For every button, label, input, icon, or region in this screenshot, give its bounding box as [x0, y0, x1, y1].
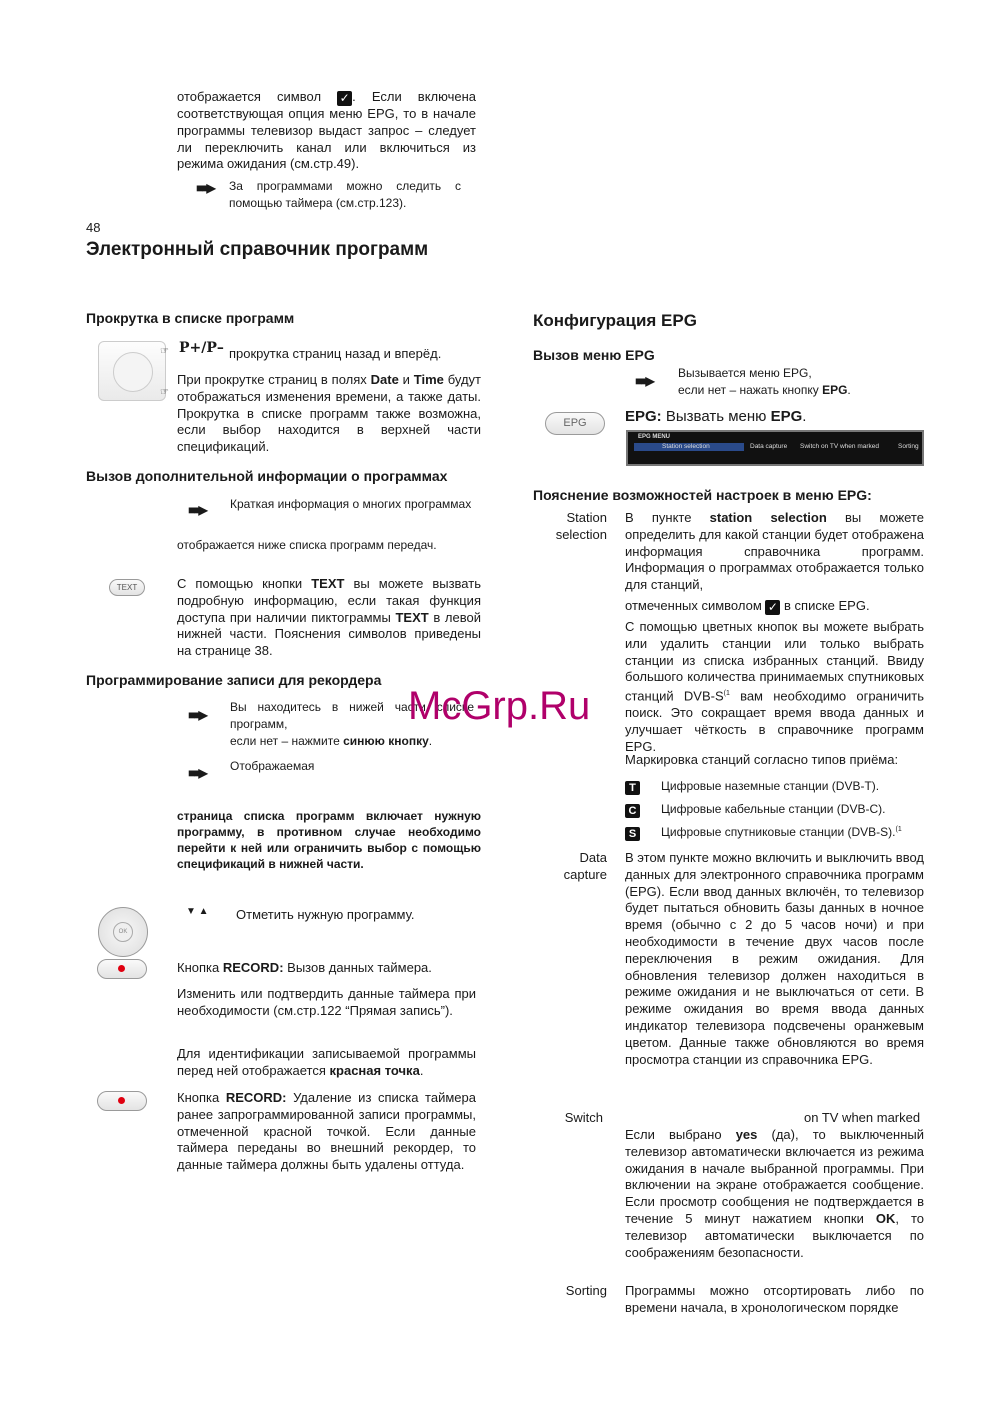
- switch-label-tail: on TV when marked: [804, 1110, 921, 1125]
- record1-text: Кнопка RECORD: Вызов данных таймера.: [177, 960, 432, 975]
- sorting-text: Программы можно отсортировать либо по времени начала, в хронологическом порядке: [625, 1283, 924, 1315]
- record-button[interactable]: [97, 1091, 147, 1111]
- record-dot-icon: [118, 1097, 125, 1104]
- epg-menu-item: Station selection: [662, 443, 710, 450]
- record-button[interactable]: [97, 959, 147, 979]
- page-number: 48: [86, 220, 101, 235]
- rec-arrow1: Вы находитесь в нижей части списке программ, если нет – нажмите синюю кнопку.: [230, 700, 474, 748]
- remote-wheel-icon: [113, 352, 153, 392]
- nav-text: Отметить нужную программу.: [236, 907, 415, 922]
- scroll-heading: Прокрутка в списке программ: [86, 310, 295, 326]
- remote-pad-image: [98, 341, 169, 401]
- sorting-label: Sorting: [565, 1283, 607, 1298]
- watermark: McGrp.Ru: [408, 684, 591, 728]
- text-key-button[interactable]: TEXT: [109, 579, 145, 596]
- epg-menu-title: EPG MENU: [638, 434, 671, 440]
- intro-line1-b: . Если включена: [352, 89, 476, 104]
- station-label: Station selection: [555, 510, 607, 542]
- station-paragraph3: С помощью цветных кнопок вы можете выбрать или удалить станции или только выбрать станции из списка избранных станций. Ввиду большого количества принимаемых спутниковых станций DVB-$S^{(1}$ вам необходимо ограничить поиск. Это сокращает время ввода данных и улучшает чёткость в справочнике программ EPG.: [625, 619, 924, 754]
- data-capture-text: В этом пункте можно включить и выключить ввод данных для электронного справочника программ (EPG). Если ввод данных включён, то телевизор будет пытаться обновить базы данных в ночное время (обычно с 2 до 5 часов ночи) и при необходимости в течение двух часов после переключения в режим ожидания. Для обновления телевизор должен находиться в режиме ожидания и не выключаться от сети. В режиме ожидания во время ввода данных индикатор телевизора подсвечены оранжевым цветом. Данные также обновляются во время просмотра станции из справочника EPG.: [625, 850, 924, 1067]
- intro-line1-a: отображается символ: [177, 89, 322, 104]
- hand-pointer-icon: ☞: [160, 346, 169, 357]
- ident-text: Для идентификации записываемой программы перед ней отображается красная точка.: [177, 1046, 476, 1078]
- station-paragraph1: В пункте station selection вы можете определить для какой станции будет отображена информация справочника программ. Информация о программах отображается только для станций,: [625, 510, 924, 593]
- intro-rest: соответствующая опция меню EPG, то в начале программы телевизор выдаст запрос – следует ли переключить канал или включиться из режима ожидания (см.стр.49).: [177, 106, 476, 172]
- record2-text: Кнопка RECORD: Удаление из списка таймера ранее запрограммированной записи программы, отмеченной красной точкой. Если данные таймера переданы во внешний рекордер, то данные таймера должны быть удалены оттуда.: [177, 1090, 476, 1173]
- epg-button[interactable]: EPG: [545, 412, 605, 435]
- scroll-paragraph: При прокрутке страниц в полях Date и Time будут отображаться изменения времени, а также даты. Прокрутка в списке программ также возможна, если выбор находится в верхней части спецификаций.: [177, 372, 481, 455]
- info-arrow-text: Краткая информация о многих программах: [230, 497, 472, 511]
- record-dot-icon: [118, 965, 125, 972]
- switch-text: Если выбрано yes (да), то выключенный телевизор автоматически включается из режима ожидания в начале выбранной программы. При включении на экране отображается сообщение. Если просмотр сообщения не подтверждается в течение 5 минут нажатием кнопки OK, то телевизор автоматически выключается по соображениям безопасности.: [625, 1127, 924, 1260]
- epg-line: EPG: Вызвать меню EPG.: [625, 408, 807, 425]
- nav-arrows-icon: ▼ ▲: [186, 906, 209, 917]
- info-below-text: отображается ниже списка программ передач.: [177, 538, 437, 552]
- epg-menu-item: Switch on TV when marked: [800, 443, 879, 450]
- epg-menu-screenshot: [626, 430, 924, 466]
- arrow-bullet-icon: ■■▶: [635, 374, 653, 388]
- call-heading: Вызов меню EPG: [533, 347, 655, 363]
- arrow-bullet-icon: ■■▶: [188, 766, 206, 780]
- config-heading: Конфигурация EPG: [533, 311, 697, 330]
- ok-button[interactable]: OK: [113, 922, 133, 942]
- intro-paragraph: [177, 89, 476, 173]
- switch-label: Switch: [564, 1110, 603, 1125]
- type-row-s: S Цифровые спутниковые станции (DVB-S).$^{(1}$: [625, 825, 640, 841]
- rec-bold-block: страница списка программ включает нужную программу, в противном случае необходимо перейти к ней или ограничить выбор с помощью спецификаций в нижней части.: [177, 809, 481, 871]
- type-row-t: T Цифровые наземные станции (DVB-T).: [625, 779, 640, 795]
- cable-icon: C: [625, 804, 640, 818]
- change-text: Изменить или подтвердить данные таймера при необходимости (см.стр.122 “Прямая запись”).: [177, 986, 476, 1018]
- pp-text: прокрутка страниц назад и вперёд.: [229, 346, 442, 361]
- type-row-c: C Цифровые кабельные станции (DVB-C).: [625, 802, 640, 818]
- rec-heading: Программирование записи для рекордера: [86, 672, 382, 688]
- rec-arrow2: Отображаемая: [230, 759, 315, 773]
- station-paragraph4: Маркировка станций согласно типов приёма:: [625, 752, 899, 767]
- navigation-ring[interactable]: [98, 907, 148, 957]
- checkmark-icon: ✓: [337, 91, 352, 106]
- page-title: Электронный справочник программ: [86, 239, 429, 260]
- checkmark-icon: ✓: [765, 600, 780, 615]
- terrestrial-icon: T: [625, 781, 640, 795]
- intro-note: За программами можно следить с помощью таймера (см.стр.123).: [229, 179, 461, 210]
- epg-menu-item: Data capture: [750, 443, 788, 450]
- hand-pointer-icon: ☞: [160, 387, 169, 398]
- arrow-bullet-icon: ■■▶: [188, 708, 206, 722]
- epg-menu-item: Sorting: [898, 443, 919, 450]
- data-capture-label: Data capture: [563, 850, 607, 882]
- info-paragraph: С помощью кнопки TEXT вы можете вызвать подробную информацию, если такая функция доступа при наличии пиктограммы TEXT в левой нижней части. Пояснения символов приведены на странице 38.: [177, 576, 481, 659]
- call-arrow-text: Вызывается меню EPG, если нет – нажать кнопку EPG.: [678, 366, 851, 397]
- settings-heading: Пояснение возможностей настроек в меню EPG:: [533, 487, 872, 503]
- station-paragraph2: отмеченных символом ✓ в списке EPG.: [625, 598, 870, 614]
- arrow-bullet-icon: ■■▶: [188, 503, 206, 517]
- pp-label: P+/P–: [179, 340, 224, 356]
- arrow-bullet-icon: ■■▶: [196, 181, 214, 195]
- info-heading: Вызов дополнительной информации о программах: [86, 468, 448, 484]
- satellite-icon: S: [625, 827, 640, 841]
